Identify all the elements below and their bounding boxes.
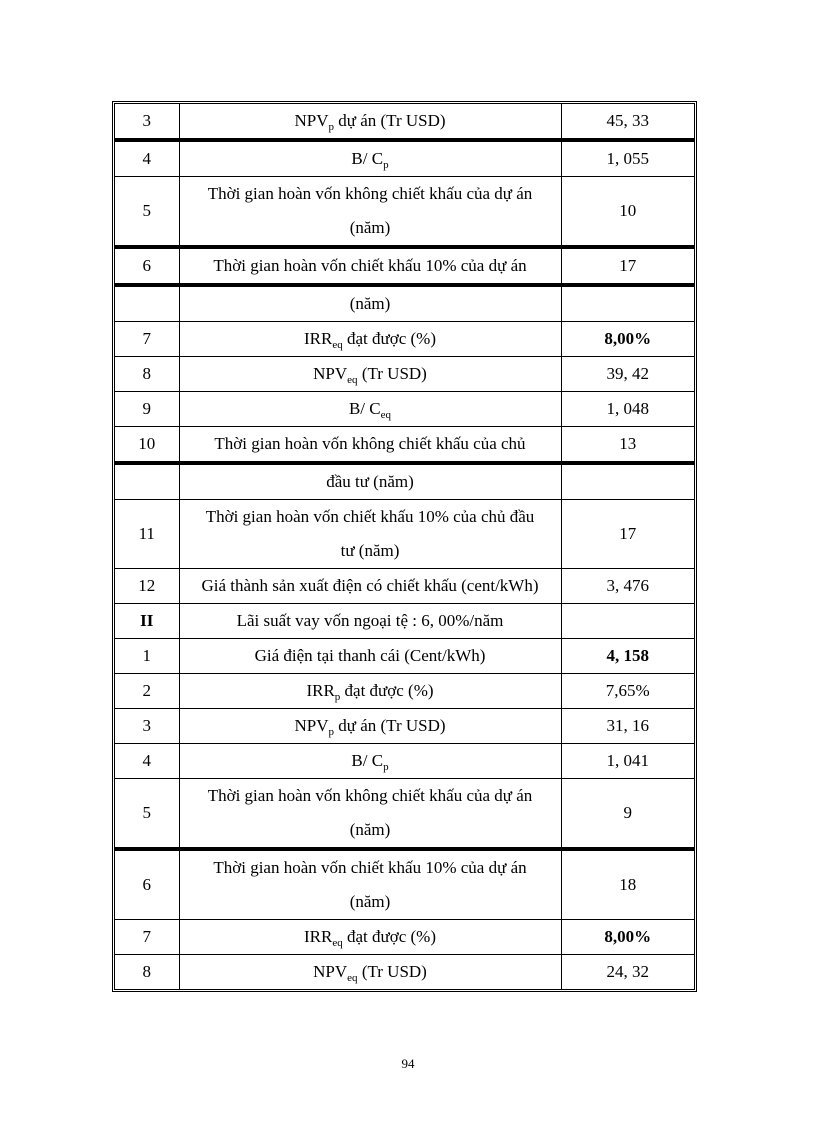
table-row bbox=[115, 392, 694, 427]
row-value: 17 bbox=[561, 500, 694, 569]
row-label: $IRR_{eq}$ đạt được (%) bbox=[179, 322, 561, 357]
table-row bbox=[115, 639, 694, 674]
row-label: $IRR_p$ đạt được (%) bbox=[179, 674, 561, 709]
row-number: 6 bbox=[115, 247, 179, 285]
row-value bbox=[561, 285, 694, 322]
row-value: 13 bbox=[561, 427, 694, 464]
row-number: 2 bbox=[115, 674, 179, 709]
row-label: Thời gian hoàn vốn không chiết khấu của dự án (năm) bbox=[179, 779, 561, 850]
row-value: 8,00% bbox=[561, 322, 694, 357]
row-number: 4 bbox=[115, 140, 179, 177]
row-number: 3 bbox=[115, 104, 179, 140]
row-value: 8,00% bbox=[561, 920, 694, 955]
row-number: 8 bbox=[115, 357, 179, 392]
row-label: B/ $C_p$ bbox=[179, 744, 561, 779]
row-label: Thời gian hoàn vốn chiết khấu 10% của dự án bbox=[179, 247, 561, 285]
row-label: $NPV_{eq}$ (Tr USD) bbox=[179, 955, 561, 990]
row-value: 31, 16 bbox=[561, 709, 694, 744]
table-row bbox=[115, 285, 694, 322]
table-row bbox=[115, 140, 694, 177]
row-label: B/ $C_p$ bbox=[179, 140, 561, 177]
row-number: 4 bbox=[115, 744, 179, 779]
table-row bbox=[115, 357, 694, 392]
table-row bbox=[115, 247, 694, 285]
row-number: 10 bbox=[115, 427, 179, 464]
row-number: 3 bbox=[115, 709, 179, 744]
row-label: Thời gian hoàn vốn chiết khấu 10% của dự án (năm) bbox=[179, 849, 561, 920]
row-value: 7,65% bbox=[561, 674, 694, 709]
row-label: $NPV_p$ dự án (Tr USD) bbox=[179, 709, 561, 744]
table-row bbox=[115, 177, 694, 248]
page-number: 94 bbox=[401, 1056, 415, 1071]
row-value bbox=[561, 604, 694, 639]
row-value: 24, 32 bbox=[561, 955, 694, 990]
data-table bbox=[115, 104, 694, 989]
row-number: 12 bbox=[115, 569, 179, 604]
row-value: 9 bbox=[561, 779, 694, 850]
table-row bbox=[115, 709, 694, 744]
table-row bbox=[115, 849, 694, 920]
table-row bbox=[115, 955, 694, 990]
table-row bbox=[115, 744, 694, 779]
row-value: 1, 055 bbox=[561, 140, 694, 177]
row-label: (năm) bbox=[179, 285, 561, 322]
row-label: B/ $C_{eq}$ bbox=[179, 392, 561, 427]
table-row bbox=[115, 569, 694, 604]
row-value: 1, 048 bbox=[561, 392, 694, 427]
row-value bbox=[561, 463, 694, 500]
table-row bbox=[115, 463, 694, 500]
row-value: 17 bbox=[561, 247, 694, 285]
row-label: Lãi suất vay vốn ngoại tệ : 6, 00%/năm bbox=[179, 604, 561, 639]
row-number bbox=[115, 463, 179, 500]
table-row bbox=[115, 674, 694, 709]
table-row bbox=[115, 604, 694, 639]
row-value: 45, 33 bbox=[561, 104, 694, 140]
row-number: 9 bbox=[115, 392, 179, 427]
row-number: 5 bbox=[115, 177, 179, 248]
row-value: 39, 42 bbox=[561, 357, 694, 392]
row-label: $NPV_{eq}$ (Tr USD) bbox=[179, 357, 561, 392]
table-row bbox=[115, 104, 694, 140]
table-row bbox=[115, 322, 694, 357]
table-row bbox=[115, 920, 694, 955]
row-label: Giá điện tại thanh cái (Cent/kWh) bbox=[179, 639, 561, 674]
row-number: 6 bbox=[115, 849, 179, 920]
row-label: Thời gian hoàn vốn chiết khấu 10% của chủ đầu tư (năm) bbox=[179, 500, 561, 569]
row-number: 5 bbox=[115, 779, 179, 850]
row-number: 11 bbox=[115, 500, 179, 569]
row-number: 7 bbox=[115, 322, 179, 357]
row-number: II bbox=[115, 604, 179, 639]
row-label: $IRR_{eq}$ đạt được (%) bbox=[179, 920, 561, 955]
row-value: 1, 041 bbox=[561, 744, 694, 779]
row-label: Thời gian hoàn vốn không chiết khấu của chủ bbox=[179, 427, 561, 464]
row-value: 18 bbox=[561, 849, 694, 920]
row-label: $NPV_p$ dự án (Tr USD) bbox=[179, 104, 561, 140]
row-number: 8 bbox=[115, 955, 179, 990]
table-row bbox=[115, 779, 694, 850]
data-table-frame bbox=[112, 101, 697, 992]
row-number: 7 bbox=[115, 920, 179, 955]
row-label: Thời gian hoàn vốn không chiết khấu của dự án (năm) bbox=[179, 177, 561, 248]
row-label: Giá thành sản xuất điện có chiết khấu (cent/kWh) bbox=[179, 569, 561, 604]
row-value: 3, 476 bbox=[561, 569, 694, 604]
row-number bbox=[115, 285, 179, 322]
row-value: 4, 158 bbox=[561, 639, 694, 674]
row-label: đầu tư (năm) bbox=[179, 463, 561, 500]
table-row bbox=[115, 500, 694, 569]
table-row bbox=[115, 427, 694, 464]
row-number: 1 bbox=[115, 639, 179, 674]
row-value: 10 bbox=[561, 177, 694, 248]
